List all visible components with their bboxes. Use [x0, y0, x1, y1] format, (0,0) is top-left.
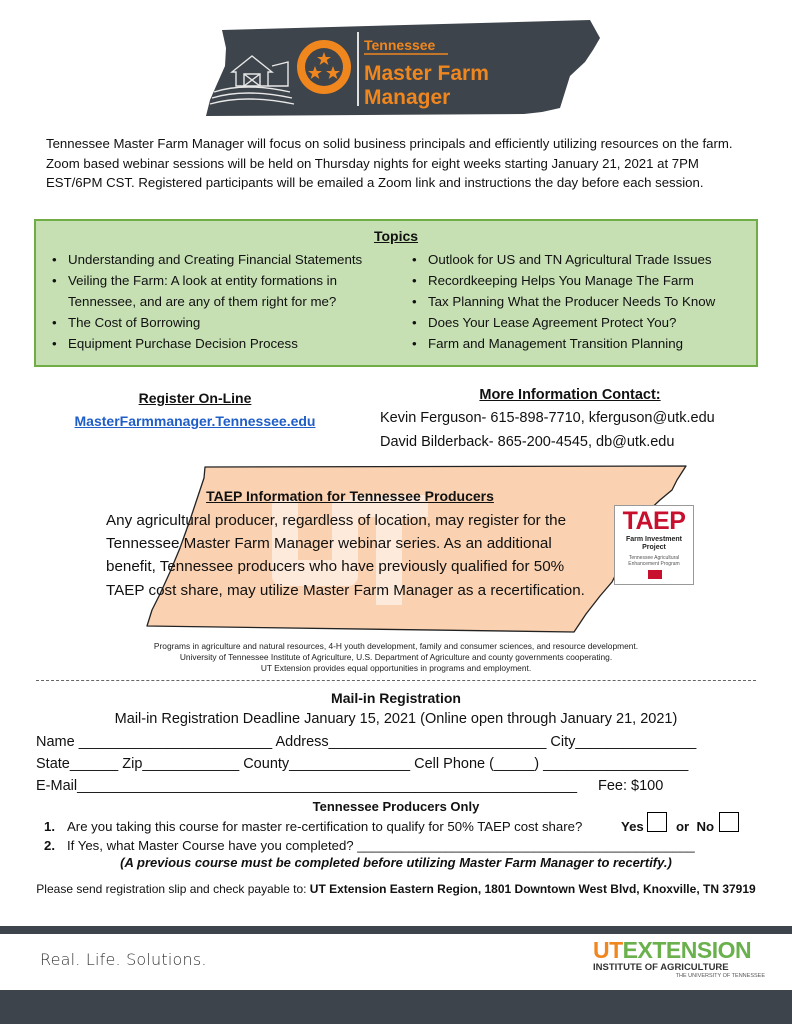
question-1-number: 1.: [44, 819, 55, 834]
topic-item: • Outlook for US and TN Agricultural Trade Issues: [408, 249, 753, 270]
email-line[interactable]: E-Mail______________________________________________________________: [36, 778, 578, 794]
send-address: UT Extension Eastern Region, 1801 Downtown West Blvd, Knoxville, TN 37919: [309, 882, 756, 896]
contact-line-ferguson: Kevin Ferguson- 615-898-7710, kferguson@utk.edu: [380, 410, 715, 426]
topic-item: • Understanding and Creating Financial Statements: [48, 249, 398, 270]
topic-item: • Does Your Lease Agreement Protect You?: [408, 312, 753, 333]
question-2-text[interactable]: If Yes, what Master Course have you completed? ______________________________________________: [67, 838, 695, 853]
fine-print-line: University of Tennessee Institute of Agriculture, U.S. Department of Agriculture and county governments cooperating.: [179, 652, 613, 662]
state-zip-county-phone-line[interactable]: State______ Zip____________ County_______________ Cell Phone (_____) __________________: [36, 756, 689, 772]
topic-item: • Recordkeeping Helps You Manage The Farm: [408, 270, 753, 291]
send-prefix: Please send registration slip and check payable to:: [36, 882, 310, 896]
no-label: or No: [676, 819, 715, 834]
taep-logo: [614, 505, 694, 585]
send-instructions: [0, 882, 792, 896]
register-title: Register On-Line: [138, 390, 252, 406]
taep-logo-program: Tennessee Agricultural Enhancement Program: [628, 555, 680, 567]
mail-in-deadline: Mail-in Registration Deadline January 15, 2021 (Online open through January 21, 2021): [114, 711, 678, 727]
topics-title: Topics: [373, 228, 419, 244]
tagline: Real. Life. Solutions.: [40, 950, 207, 969]
fine-print-line: Programs in agriculture and natural resources, 4-H youth development, family and consumer sciences, and resource development.: [153, 641, 639, 651]
taep-logo-subtitle: Farm Investment Project: [625, 536, 683, 551]
extension-wordmark: EXTENSION: [622, 937, 752, 963]
yes-label: Yes: [621, 819, 644, 834]
name-address-city-line[interactable]: Name ________________________ Address___________________________ City_______________: [36, 734, 697, 750]
topic-item: • The Cost of Borrowing: [48, 312, 398, 333]
ut-extension-logo: [593, 938, 765, 980]
topic-item: • Equipment Purchase Decision Process: [48, 333, 398, 354]
intro-paragraph: Tennessee Master Farm Manager will focus on solid business principals and efficiently utilizing resources on the farm. Zoom based webinar sessions will be held on Thursday nights for eight weeks starting January 21, 2021 at 7PM EST/6PM CST. Registered participants will be emailed a Zoom link and instructions the day before each session.: [46, 136, 733, 190]
tn-ag-icon: [648, 570, 662, 579]
topic-item: • Tax Planning What the Producer Needs To Know: [408, 291, 753, 312]
cut-line: [36, 680, 756, 681]
topic-item: • Farm and Management Transition Planning: [408, 333, 753, 354]
fee-label: Fee: $100: [598, 778, 664, 794]
ut-logo-mark: UT: [593, 937, 623, 963]
fine-print-line: UT Extension provides equal opportunities in programs and employment.: [260, 663, 532, 673]
taep-body: Any agricultural producer, regardless of location, may register for the Tennessee Master Farm Manager webinar series. As an additional benefit, Tennessee producers who have previously qualified for 50% TAEP cost share, may utilize Master Farm Manager as a recertification.: [106, 512, 585, 599]
tn-producers-only: Tennessee Producers Only: [312, 799, 480, 814]
footer-top-bar: [0, 926, 792, 934]
topic-item: • Veiling the Farm: A look at entity formations in Tennessee, and are any of them right for me?: [48, 270, 398, 312]
footer-bottom-bar: [0, 990, 792, 1024]
university-label: THE UNIVERSITY OF TENNESSEE: [675, 973, 765, 979]
taep-logo-title: TAEP: [622, 507, 686, 535]
contact-line-bilderback: David Bilderback- 865-200-4545, db@utk.edu: [380, 434, 675, 450]
no-checkbox[interactable]: [719, 812, 739, 832]
register-link[interactable]: MasterFarmmanager.Tennessee.edu: [74, 413, 316, 429]
recertify-note: (A previous course must be completed before utilizing Master Farm Manager to recertify.): [120, 855, 672, 870]
mail-in-title: Mail-in Registration: [331, 690, 461, 706]
header-title-line2: Master Farm: [364, 62, 489, 85]
question-2-number: 2.: [44, 838, 55, 853]
taep-title: TAEP Information for Tennessee Producers: [206, 488, 494, 504]
yes-checkbox[interactable]: [647, 812, 667, 832]
question-1-text: Are you taking this course for master re-certification to qualify for 50% TAEP cost share?: [67, 819, 583, 834]
header-title-line1: Tennessee: [364, 37, 436, 53]
header-title-line3: Manager: [364, 86, 451, 109]
institute-label: INSTITUTE OF AGRICULTURE: [593, 962, 729, 973]
contact-title: More Information Contact:: [479, 387, 661, 403]
